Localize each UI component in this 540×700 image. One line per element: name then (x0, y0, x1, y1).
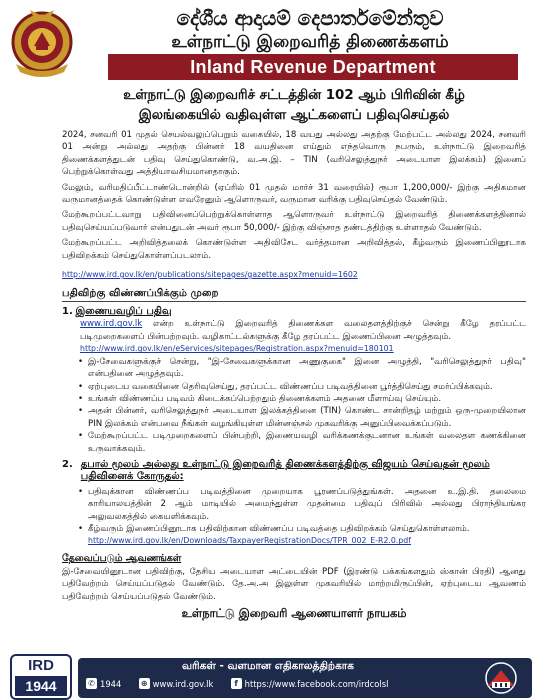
footer-slogan: வரிகள் - வளமான எதிகாலத்திற்காக (182, 660, 354, 672)
online-steps-list (88, 356, 526, 455)
list-item: • உங்கள் விண்ணப்ப படிவம் கிடைக்கப்பெற்றதும் திணைக்களம் அதனை மீளாய்வு செய்யும். (88, 393, 526, 405)
page-header (0, 0, 540, 84)
ird-building-logo-icon (474, 660, 528, 696)
paragraph-1: 2024, சனவரி 01 முதல் செயல்வலுப்பெறும் வகையில், 18 வயது அல்லது அதற்கு மேற்பட்ட அல்லது 2024, சனவரி 01 அன்று அல்லது அதற்கு பின்னர் 18 வயதினை எய்தும் எந்தவொரு நபரும், உள்நாட்டு இறைவரித் திணைக்களத்துடன் பதிவு செய்துகொண்டு, வ.அ.இ. – TIN (வரிசெலுத்துநர் அடையாள இலக்கம்) இனைப் பெற்றுக்கொள்வது அத்தியாவசியமானதாகும். (62, 130, 526, 178)
list-item: • கீழ்வரும் இணைப்பினூடாக பதிவிற்கான விண்ணப்ப படிவத்தை பதிவிறக்கம் செய்துகொள்ளலாம். (88, 523, 526, 535)
section-heading: பதிவிற்கு விண்ணப்பிக்கும் முறை (62, 287, 526, 302)
badge-year-text: 1944 (15, 676, 67, 696)
gazette-link[interactable]: http://www.ird.gov.lk/en/publications/sitepages/gazette.aspx?menuid=1602 (62, 270, 358, 280)
footer-website[interactable]: www.ird.gov.lk (152, 678, 214, 689)
step-title: இணையவழிப் பதிவு (75, 306, 172, 318)
application-form-link[interactable]: http://www.ird.gov.lk/en/Downloads/TaxpayerRegistrationDocs/TPR_002_E-R2.0.pdf (88, 536, 411, 546)
badge-ird-text: IRD (28, 657, 54, 674)
facebook-icon: f (231, 678, 242, 689)
globe-icon: ⊕ (139, 678, 150, 689)
notice-body (62, 86, 526, 622)
footer-facebook[interactable]: https://www.facebook.com/irdcolsl (244, 678, 389, 689)
list-item: • அதன் பின்னர், வரிசெலுத்துநர் அடையாள இலக்கத்தினை (TIN) கொண்ட சான்றிதழ் மற்றும் ஒரு-முறையிலான PIN இலக்கம் என்பவை நீங்கள் வழங்கியுள்ள மின்னஞ்சல் முகவரிக்கு அனுப்பிவைக்கப்படும். (88, 405, 526, 430)
paragraph-2: மேலும், வரிமதிப்பீட்டாண்டொன்றில் (ஏப்ரில் 01 முதல் மார்ச் 31 வரையில்) ரூபா 1,200,000/- இற்கு அதிகமான வருமானத்தைக் கொண்டுள்ள எவரேனும் ஆளொருவர், வருமான வரிக்கு பதிவுசெய்தல் வேண்டும். (62, 182, 526, 206)
list-item: • மேற்கூறப்பட்ட படிமுறைகளைப் பின்பற்றி, இணையவழி வரிக்கணக்குடனான உங்கள் வலைதள கணக்கினை உருவாக்கவும். (88, 430, 526, 455)
registration-guide-link[interactable]: http://www.ird.gov.lk/en/eServices/sitepages/Registration.aspx?menuid=180101 (80, 344, 394, 354)
footer-contacts (86, 678, 388, 689)
page-footer (0, 654, 540, 700)
step-number: 1. (62, 306, 73, 318)
sri-lanka-emblem-icon (10, 6, 74, 80)
step-postal-registration (62, 459, 526, 548)
ird-website-link[interactable]: www.ird.gov.lk (80, 319, 143, 330)
notice-title (62, 86, 526, 126)
footer-phone[interactable]: 1944 (100, 678, 122, 689)
documents-heading: தேவைப்படும் ஆவணங்கள் (62, 552, 182, 564)
ird-1944-logo (10, 654, 72, 700)
step-intro-text: என்ற உள்நாட்டு இறைவரித் திணைக்கள வலைதளத்திற்குச் சென்று கீழே தரப்பட்ட படிமுறைகளைப் பின்பற்றவும். வழிகாட்டல்களுக்கு கீழே தரப்பட்ட இணைப்பினை அழுத்தவும். (80, 319, 526, 342)
paragraph-3: மேற்கூறப்பட்டவாறு பதிவினைப்பெற்றுக்கொள்ளாத ஆளொருவர் உள்நாட்டு இறைவரித் திணைக்களத்தினால் பதிவுசெய்யப்படுவார் என்பதுடன் அவர் ரூபா 50,000/- இற்கு விஞ்சாத தண்டத்திற்கு உள்ளாதல் வேண்டும். (62, 210, 526, 233)
phone-icon: ✆ (86, 678, 97, 689)
list-item: • பதிவுக்கான விண்ணப்ப படிவத்தினை முறையாக பூரணப்படுத்துங்கள். அதனை உ.இ.தி. தலைமை காரியாலயத்தின் 2 ஆம் மாடியில் அமைந்துள்ள முதன்மை பதிவுப் பிரிவில் அல்லது பிராந்தியங்கர அலுவலகத்தில் கையளிக்கவும். (88, 486, 526, 523)
documents-text: இ-சேவையினூடான பதிவிற்கு, தேசிய அடையாள அட்டையின் PDF (இரண்டு பக்கங்களதும் ஸ்கான் பிரதி) ஆனது பதிவேற்றம் செய்யப்படுதல் வேண்டும். தே.அ.அ இலுள்ள முகவரியில் மாற்றமிருப்பின், ஏற்புடைய ஆவணம் பதிவேற்றம் செய்யப்படுதல் வேண்டும். (62, 566, 526, 602)
list-item: • ஏற்புடைய வகையினை தெரிவுசெய்து, தரப்பட்ட விண்ணப்ப படிவத்தினை பூர்த்திசெய்து சமர்ப்பிக்கவும். (88, 381, 526, 393)
postal-steps-list (88, 486, 526, 536)
step-number: 2. (62, 458, 73, 470)
notice-title-line2: இலங்கையில் வதிவுள்ள ஆட்களைப் பதிவுசெய்தல் (138, 108, 450, 123)
step-online-registration (62, 306, 526, 455)
department-name-english: Inland Revenue Department (108, 54, 518, 80)
department-name-sinhala: දේශීය ආදායම් දෙපාර්තමේන්තුව (176, 6, 444, 30)
signature: உள்நாட்டு இறைவரி ஆணையாளர் நாயகம் (181, 606, 407, 620)
notice-title-line1: உள்நாட்டு இறைவரிச் சட்டத்தின் 102 ஆம் பிரிவின் கீழ் (123, 88, 465, 103)
footer-bar (78, 658, 532, 698)
step-title: தபால் மூலம் அல்லது உள்நாட்டு இறைவரித் திணைக்களத்திற்கு விஜயம் செய்வதன் மூலம் பதிவினைக் கோருதல்: (80, 458, 490, 483)
department-name-tamil: உள்நாட்டு இறைவரித் திணைக்களம் (171, 32, 449, 52)
list-item: • இ-சேவைகளுக்குச் சென்று, "இ-சேவைகளுக்கான அணுகுகை" இனை அழுத்தி, "வரிசெலுத்துநர் பதிவு" என்பதினை அழுத்தவும். (88, 356, 526, 381)
paragraph-4: மேற்கூறப்பட்ட அறிவித்தலைக் கொண்டுள்ள அதிவிசேட வர்த்தமான அறிவித்தல், கீழ்வரும் இணைப்பினூடாக பதிவிறக்கம் செய்துகொள்ளப்படலாம். (62, 238, 526, 261)
